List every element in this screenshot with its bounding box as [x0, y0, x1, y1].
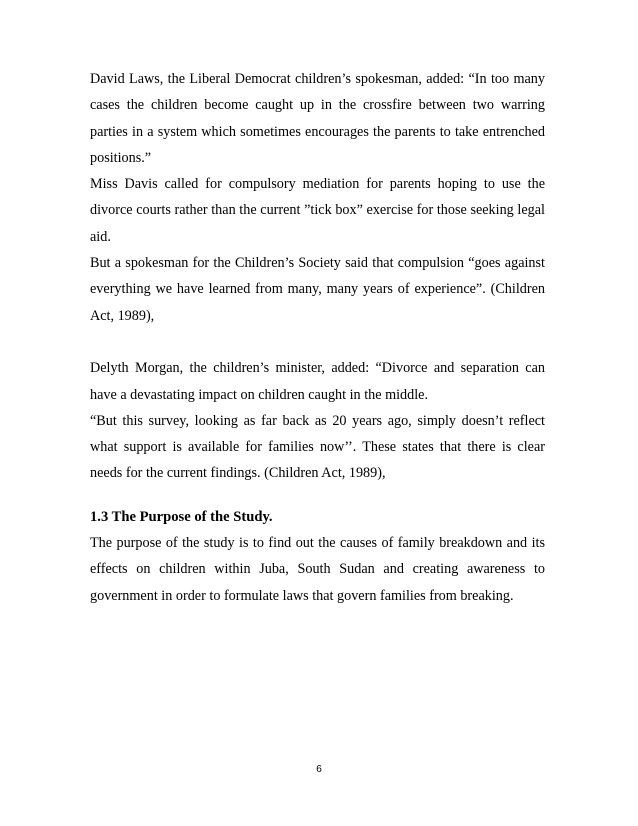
page-number: 6 [316, 764, 322, 775]
body-text [90, 66, 545, 609]
section-heading: 1.3 The Purpose of the Study. [90, 508, 273, 525]
paragraph-miss-davis: Miss Davis called for compulsory mediation for parents hoping to use the divorce courts rather than the current ”tick box” exercise for those seeking legal aid. [90, 176, 545, 245]
section-paragraph: The purpose of the study is to find out the causes of family breakdown and its effects on children within Juba, South Sudan and creating awareness to government in order to formulate laws that govern families from breaking. [90, 535, 545, 604]
paragraph-delyth-morgan: Delyth Morgan, the children’s minister, added: “Divorce and separation can have a devastating impact on children caught in the middle. [90, 360, 545, 403]
paragraph-survey: “But this survey, looking as far back as 20 years ago, simply doesn’t reflect what support is available for families now’’. These states that there is clear needs for the current findings. (Children Act, 1989), [90, 412, 545, 482]
paragraph-spacer [90, 329, 545, 355]
paragraph-childrens-society: But a spokesman for the Children’s Society said that compulsion “goes against everything we have learned from many, many years of experience”. (Children Act, 1989), [90, 255, 545, 324]
paragraph-david-laws: David Laws, the Liberal Democrat children’s spokesman, added: “In too many cases the children become caught up in the crossfire between two warring parties in a system which sometimes encourages the parents to take entrenched positions.” [90, 71, 545, 166]
